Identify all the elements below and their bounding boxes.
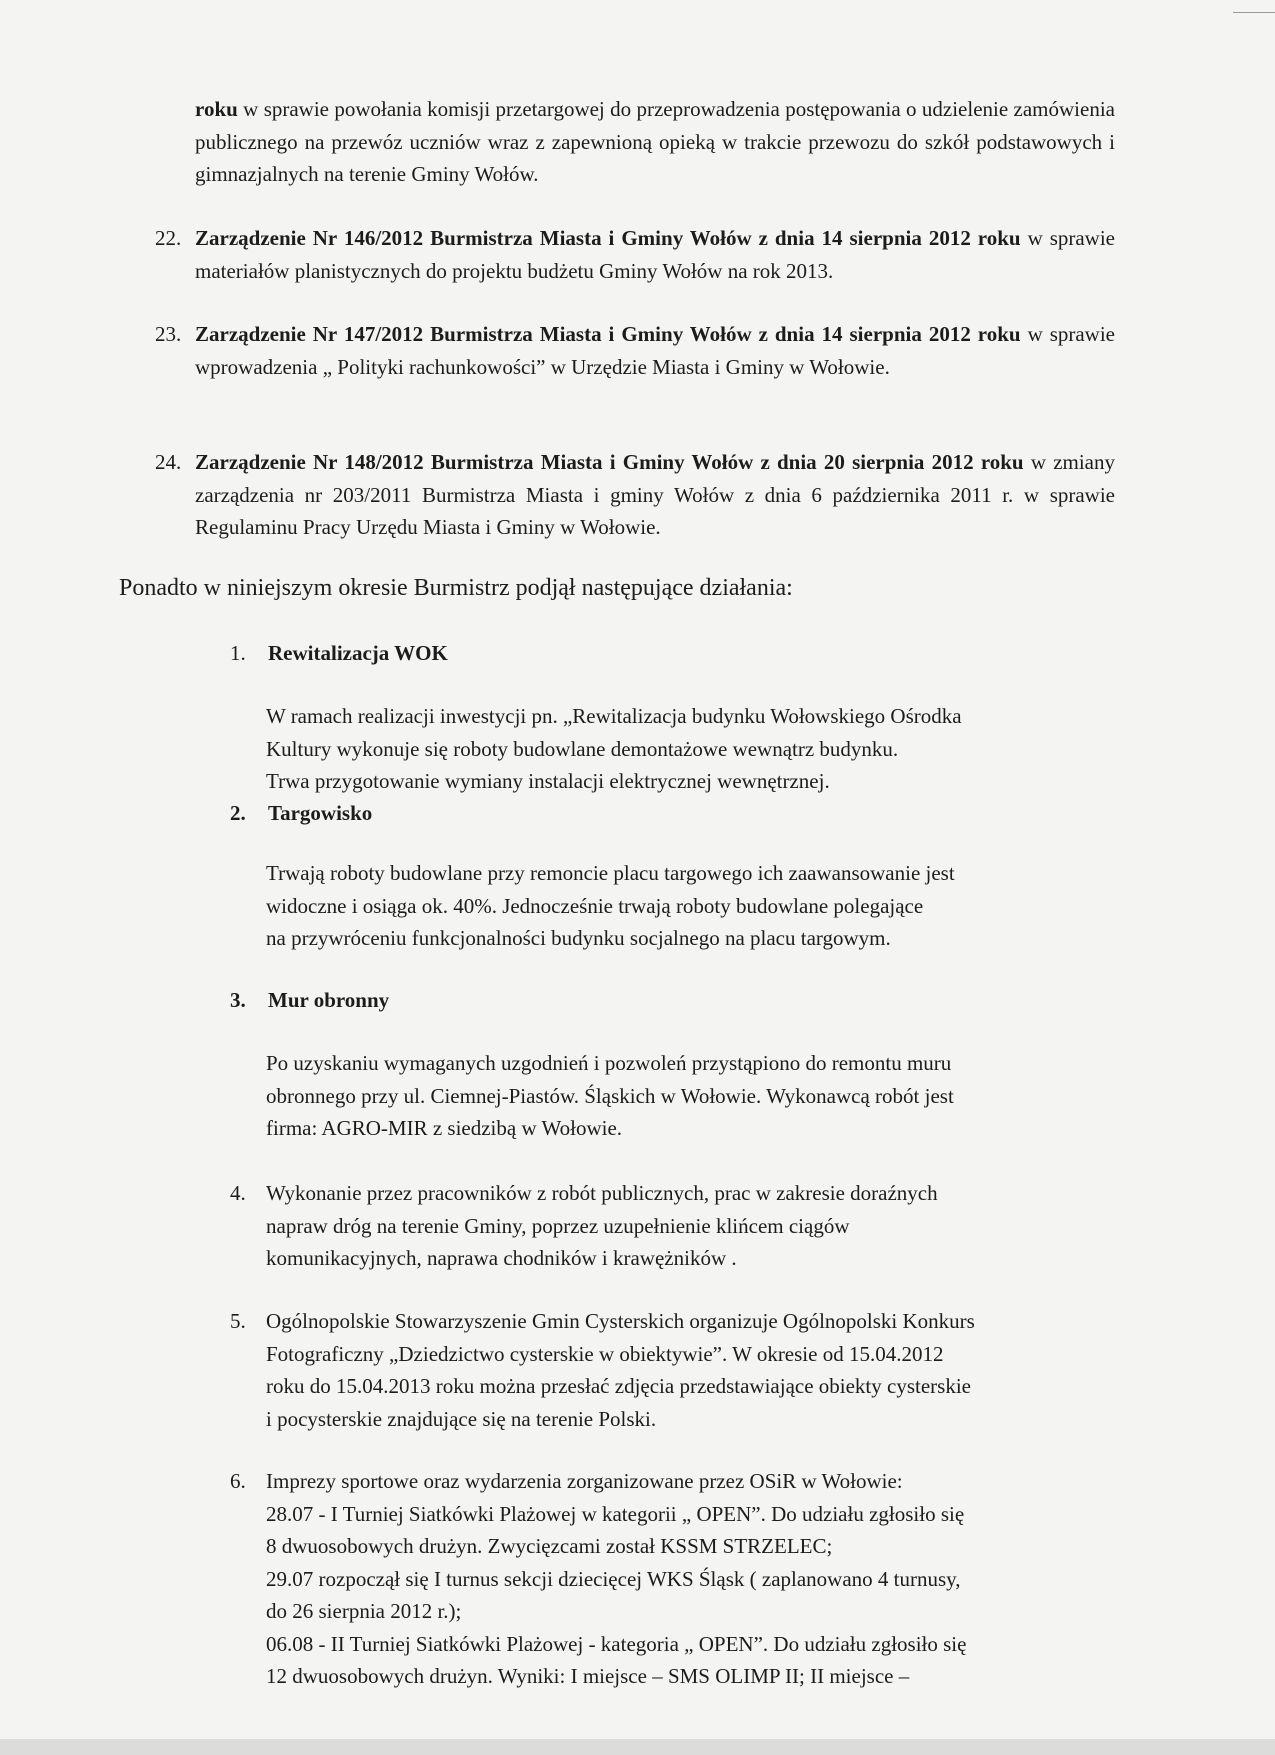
text-line: 28.07 - I Turniej Siatkówki Plażowej w kategorii „ OPEN”. Do udziału zgłosiło się [266, 1501, 965, 1526]
text-line: firma: AGRO-MIR z siedzibą w Wołowie. [266, 1116, 623, 1140]
text-line: Wykonanie przez pracowników z robót publicznych, prac w zakresie doraźnych [266, 1181, 938, 1205]
list-item [266, 1305, 1114, 1435]
item-number: 22. [155, 226, 182, 250]
section-number: 3. [230, 988, 246, 1012]
text-line: Ogólnopolskie Stowarzyszenie Gmin Cysterskich organizuje Ogólnopolski Konkurs [266, 1309, 975, 1333]
text-line: obronnego przy ul. Ciemnej-Piastów. Śląskich w Wołowie. Wykonawcą robót jest [266, 1083, 954, 1108]
text-line: Fotograficzny „Dziedzictwo cysterskie w obiektywie”. W okresie od 15.04.2012 [266, 1341, 944, 1366]
text-line: komunikacyjnych, naprawa chodników i krawężników . [266, 1246, 737, 1270]
item-text: w sprawie materiałów planistycznych do projektu budżetu Gminy Wołów na rok 2013. [195, 226, 1116, 283]
text-line: Kultury wykonuje się roboty budowlane demontażowe wewnątrz budynku. [266, 736, 899, 761]
section-number: 1. [230, 641, 246, 665]
text-line: Trwa przygotowanie wymiany instalacji elektrycznej wewnętrznej. [266, 769, 830, 793]
item-number: 23. [155, 322, 182, 346]
text-line: 29.07 rozpoczął się I turnus sekcji dziecięcej WKS Śląsk ( zaplanowano 4 turnusy, [266, 1566, 961, 1591]
text-line: Imprezy sportowe oraz wydarzenia zorganizowane przez OSiR w Wołowie: [266, 1469, 903, 1493]
section-title: Mur obronny [268, 988, 390, 1012]
text-line: widoczne i osiąga ok. 40%. Jednocześnie trwają roboty budowlane polegające [266, 893, 924, 918]
list-item [195, 222, 1115, 287]
list-item [266, 1465, 1114, 1693]
list-number: 4. [230, 1181, 246, 1205]
item-title: Zarządzenie Nr 148/2012 Burmistrza Miasta i Gminy Wołów z dnia 20 sierpnia 2012 roku [195, 450, 1024, 474]
list-item [195, 318, 1115, 383]
item-number: 24. [155, 450, 182, 474]
text-line: Trwają roboty budowlane przy remoncie placu targowego ich zaawansowanie jest [266, 861, 955, 885]
section-title: Targowisko [268, 801, 373, 825]
item-title: Zarządzenie Nr 146/2012 Burmistrza Miasta i Gminy Wołów z dnia 14 sierpnia 2012 roku [195, 226, 1021, 250]
text-line: 06.08 - II Turniej Siatkówki Plażowej - kategoria „ OPEN”. Do udziału zgłosiło się [266, 1631, 967, 1656]
text-line: 8 dwuosobowych drużyn. Zwycięzcami został KSSM STRZELEC; [266, 1534, 833, 1558]
item-text: w zmiany zarządzenia nr 203/2011 Burmistrza Miasta i gminy Wołów z dnia 6 października 2011 r. w sprawie Regulaminu Pracy Urzędu Miasta i Gminy w Wołowie. [195, 450, 1116, 539]
item-text: w sprawie wprowadzenia „ Polityki rachunkowości” w Urzędzie Miasta i Gminy w Wołowie. [195, 322, 1116, 379]
list-number: 6. [230, 1469, 246, 1493]
list-item [266, 1177, 1114, 1275]
item-title: Zarządzenie Nr 147/2012 Burmistrza Miasta i Gminy Wołów z dnia 14 sierpnia 2012 roku [195, 322, 1021, 346]
list-item [195, 93, 1115, 191]
section-body [266, 1047, 1114, 1145]
scan-edge-line [1233, 12, 1275, 13]
list-item [195, 446, 1115, 544]
text-line: 12 dwuosobowych drużyn. Wyniki: I miejsce – SMS OLIMP II; II miejsce – [266, 1664, 910, 1688]
text-line: na przywróceniu funkcjonalności budynku socjalnego na placu targowym. [266, 926, 891, 950]
scan-bottom-edge [0, 1739, 1275, 1755]
section-title: Rewitalizacja WOK [268, 641, 448, 665]
text-line: do 26 sierpnia 2012 r.); [266, 1599, 462, 1623]
item-text: w sprawie powołania komisji przetargowej do przeprowadzenia postępowania o udzielenie zamówienia publicznego na przewóz uczniów wraz z zapewnioną opieką w trakcie przewozu do szkół podstawowych i gimnazjalnych na terenie Gminy Wołów. [195, 97, 1115, 186]
text-line: i pocysterskie znajdujące się na terenie Polski. [266, 1406, 657, 1431]
item-title: roku [195, 97, 238, 121]
section-body [266, 857, 1114, 955]
list-number: 5. [230, 1309, 246, 1333]
section-body [266, 700, 1114, 798]
text-line: napraw dróg na terenie Gminy, poprzez uzupełnienie klińcem ciągów [266, 1213, 850, 1238]
text-line: W ramach realizacji inwestycji pn. „Rewitalizacja budynku Wołowskiego Ośrodka [266, 704, 962, 728]
text-line: Po uzyskaniu wymaganych uzgodnień i pozwoleń przystąpiono do remontu muru [266, 1051, 952, 1075]
text-line: roku do 15.04.2013 roku można przesłać zdjęcia przedstawiające obiekty cysterskie [266, 1374, 971, 1398]
section-number: 2. [230, 801, 246, 825]
intro-text: Ponadto w niniejszym okresie Burmistrz podjął następujące działania: [119, 575, 793, 601]
